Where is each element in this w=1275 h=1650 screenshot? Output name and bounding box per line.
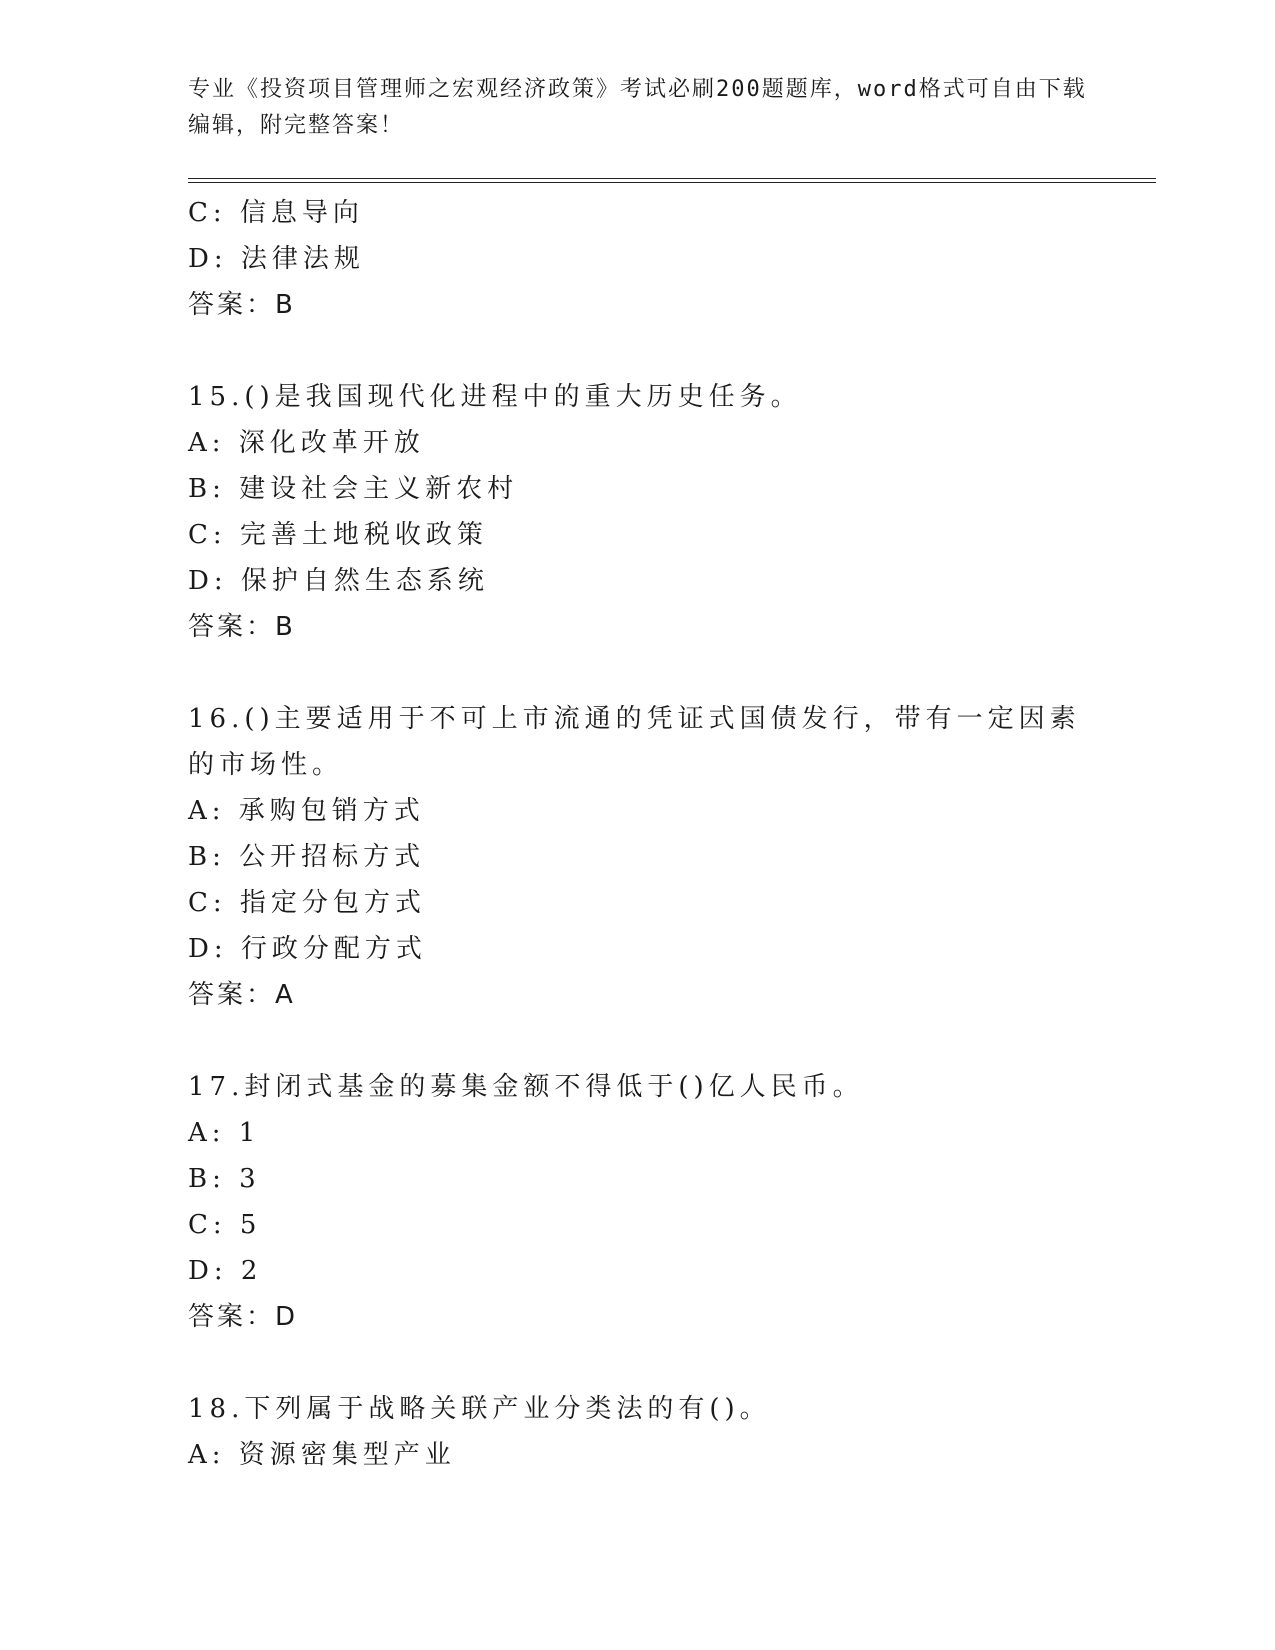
option-b: B: 3 bbox=[188, 1164, 261, 1194]
option-c: C: 完善土地税收政策 bbox=[188, 520, 488, 550]
option-a: A: 1 bbox=[188, 1118, 261, 1148]
spacer bbox=[188, 1018, 1108, 1064]
option-a: A: 深化改革开放 bbox=[188, 428, 425, 458]
option-c: C: 信息导向 bbox=[188, 198, 364, 228]
option-b: B: 建设社会主义新农村 bbox=[188, 474, 519, 504]
spacer bbox=[188, 328, 1108, 374]
option-b: B: 公开招标方式 bbox=[188, 842, 426, 872]
option-d: D: 2 bbox=[188, 1256, 263, 1286]
question-18 bbox=[188, 1386, 1108, 1478]
option-d: D: 行政分配方式 bbox=[188, 934, 427, 964]
question-15 bbox=[188, 374, 1108, 650]
answer-line: 答案：B bbox=[188, 290, 296, 320]
question-stem: 18.下列属于战略关联产业分类法的有()。 bbox=[188, 1394, 771, 1424]
option-c: C: 指定分包方式 bbox=[188, 888, 426, 918]
spacer bbox=[188, 1340, 1108, 1386]
answer-line: 答案：D bbox=[188, 1302, 299, 1332]
question-16 bbox=[188, 696, 1108, 1018]
header-double-rule bbox=[188, 178, 1156, 183]
option-d: D: 法律法规 bbox=[188, 244, 365, 274]
option-a: A: 资源密集型产业 bbox=[188, 1440, 456, 1470]
answer-line: 答案：A bbox=[188, 980, 296, 1010]
document-header: 专业《投资项目管理师之宏观经济政策》考试必刷200题题库，word格式可自由下载编辑，附完整答案！ bbox=[188, 77, 1087, 138]
answer-line: 答案：B bbox=[188, 612, 296, 642]
question-stem: 15.()是我国现代化进程中的重大历史任务。 bbox=[188, 382, 802, 412]
spacer bbox=[188, 650, 1108, 696]
option-c: C: 5 bbox=[188, 1210, 262, 1240]
question-stem: 17.封闭式基金的募集金额不得低于()亿人民币。 bbox=[188, 1072, 864, 1102]
option-d: D: 保护自然生态系统 bbox=[188, 566, 489, 596]
question-17 bbox=[188, 1064, 1108, 1340]
question-stem: 16.()主要适用于不可上市流通的凭证式国债发行，带有一定因素的市场性。 bbox=[188, 704, 1081, 780]
option-a: A: 承购包销方式 bbox=[188, 796, 425, 826]
document-body bbox=[188, 190, 1108, 1478]
